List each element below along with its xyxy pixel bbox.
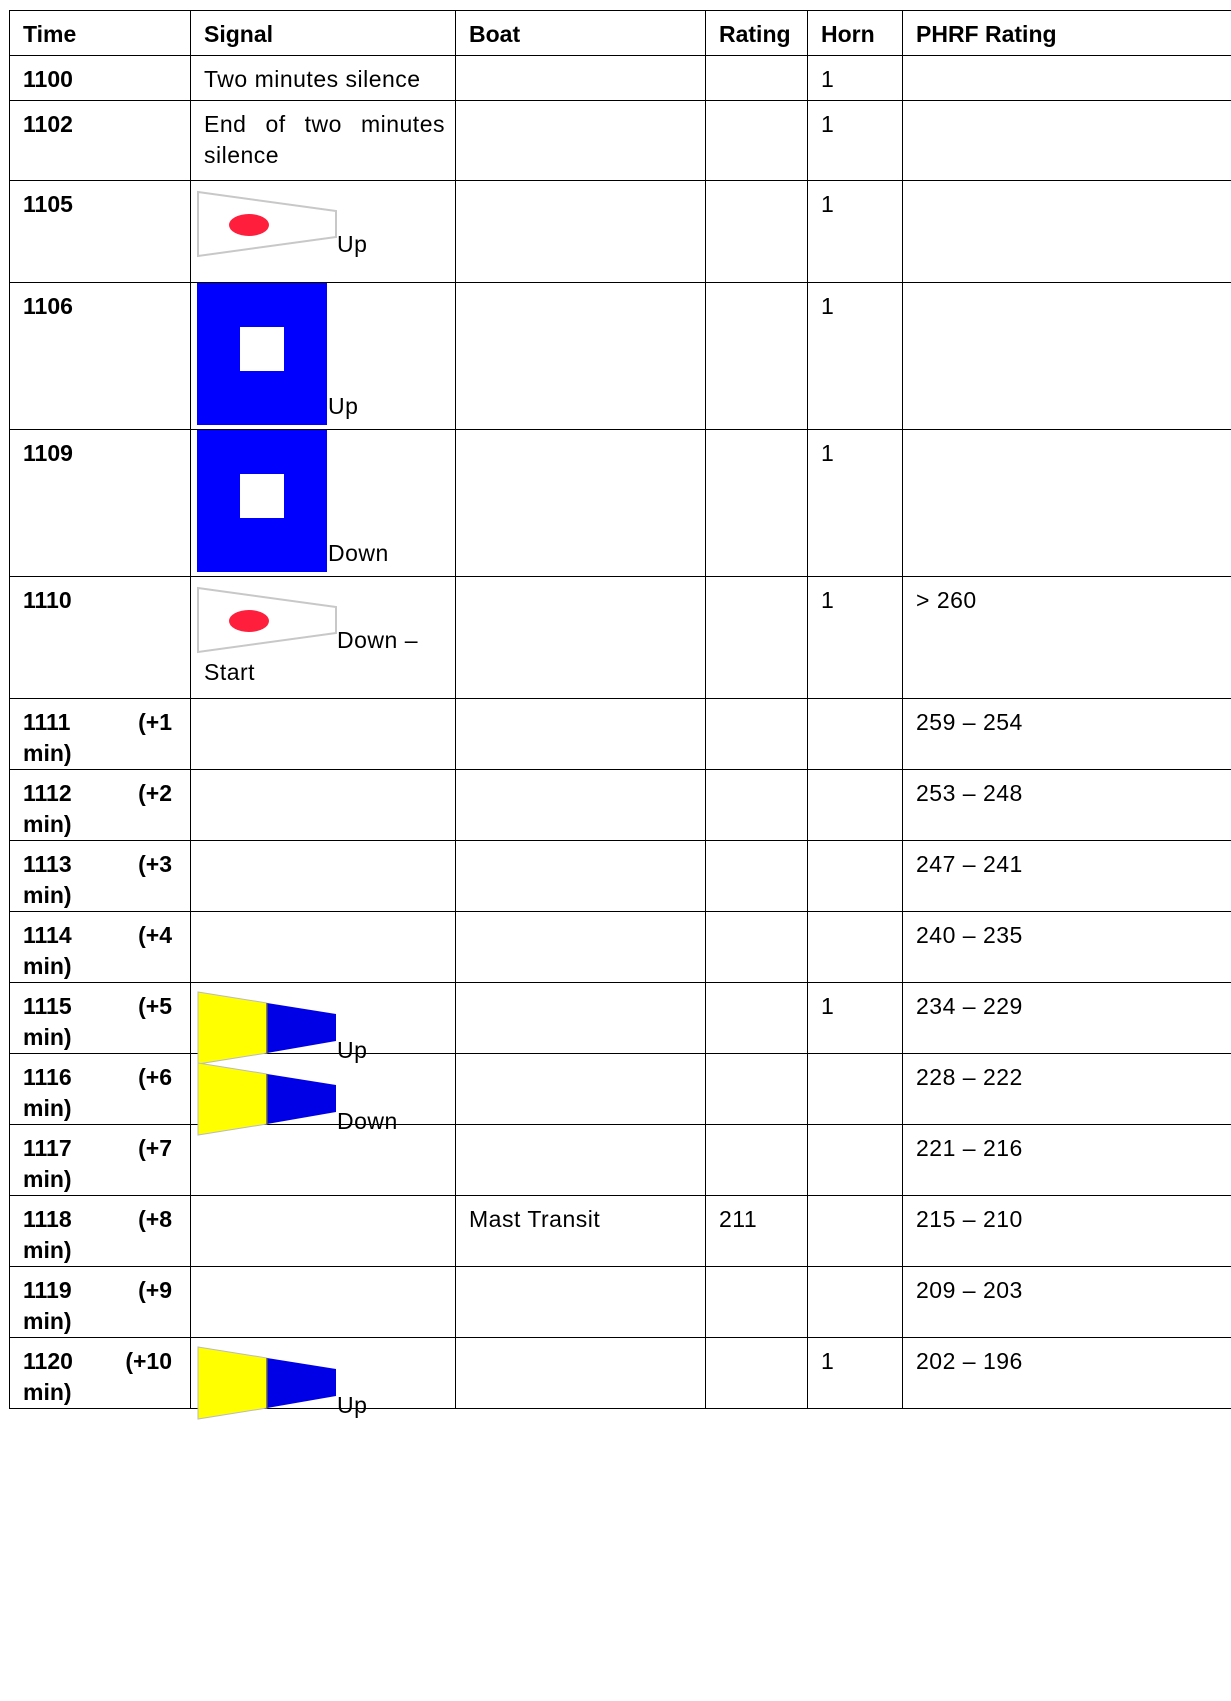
phrf-rating-cell-text xyxy=(903,181,1231,189)
horn-cell-text xyxy=(808,1196,902,1204)
signal-caption: Down xyxy=(337,1108,398,1134)
signal-cell xyxy=(191,181,456,283)
boat-cell-text xyxy=(456,770,705,778)
table-row xyxy=(10,983,1231,1054)
table-row xyxy=(10,577,1231,699)
horn-cell xyxy=(808,101,903,181)
time-cell xyxy=(10,1125,191,1196)
horn-cell xyxy=(808,181,903,283)
phrf-rating-cell xyxy=(903,283,1231,430)
signal-cell xyxy=(191,1054,456,1134)
boat-cell xyxy=(456,101,706,181)
signal-cell xyxy=(191,699,456,770)
time-cell xyxy=(10,912,191,983)
horn-cell-text: 1 xyxy=(821,191,835,217)
horn-cell-text: 1 xyxy=(821,293,835,319)
time-offset-unit: min) xyxy=(23,882,72,908)
time-cell xyxy=(10,770,191,841)
time-cell xyxy=(10,577,191,699)
rating-cell-text xyxy=(706,283,807,291)
signal-cell xyxy=(191,912,456,983)
time-offset: (+3 xyxy=(138,851,172,877)
header-row xyxy=(10,11,1231,56)
time-offset-unit: min) xyxy=(23,1237,72,1263)
horn-cell-text: 1 xyxy=(821,587,835,613)
phrf-rating-cell-text: 209 – 203 xyxy=(916,1277,1023,1303)
horn-cell xyxy=(808,912,903,983)
time-offset: (+2 xyxy=(138,780,172,806)
table-row xyxy=(10,283,1231,430)
horn-cell-text xyxy=(808,1267,902,1275)
table-row xyxy=(10,1054,1231,1125)
rating-cell xyxy=(706,283,808,430)
rating-cell-text xyxy=(706,1054,807,1062)
rating-cell xyxy=(706,699,808,770)
boat-cell-text xyxy=(456,181,705,189)
horn-cell xyxy=(808,1125,903,1196)
time-cell xyxy=(10,283,191,430)
signal-caption: Down xyxy=(328,540,389,566)
boat-cell xyxy=(456,770,706,841)
signal-caption: Down – xyxy=(337,627,418,653)
phrf-rating-cell xyxy=(903,1125,1231,1196)
horn-cell xyxy=(808,1054,903,1125)
time-cell xyxy=(10,430,191,577)
signal-cell xyxy=(191,56,456,101)
pennant-yellow-blue-icon xyxy=(197,1346,337,1420)
boat-cell-text xyxy=(456,1054,705,1062)
phrf-rating-cell-text xyxy=(903,283,1231,291)
boat-cell-text xyxy=(456,983,705,991)
boat-cell xyxy=(456,1267,706,1338)
horn-cell xyxy=(808,283,903,430)
rating-cell xyxy=(706,1125,808,1196)
time-offset: (+8 xyxy=(138,1206,172,1232)
time-cell xyxy=(10,983,191,1054)
boat-cell xyxy=(456,1196,706,1267)
rating-cell-text xyxy=(706,1338,807,1346)
phrf-rating-cell xyxy=(903,101,1231,181)
header-rating: Rating xyxy=(706,11,808,56)
rating-cell xyxy=(706,181,808,283)
time-offset-unit: min) xyxy=(23,1166,72,1192)
horn-cell-text xyxy=(808,699,902,707)
signal-text: End of two minutes silence xyxy=(204,111,445,168)
time-offset: (+1 xyxy=(138,709,172,735)
time-cell xyxy=(10,1338,191,1409)
phrf-rating-cell-text: 240 – 235 xyxy=(916,922,1023,948)
phrf-rating-cell-text: > 260 xyxy=(916,587,977,613)
boat-cell xyxy=(456,912,706,983)
time-cell xyxy=(10,1267,191,1338)
boat-cell xyxy=(456,283,706,430)
horn-cell-text xyxy=(808,1125,902,1133)
rating-cell-text xyxy=(706,430,807,438)
rating-cell-text xyxy=(706,841,807,849)
boat-cell-text xyxy=(456,283,705,291)
horn-cell xyxy=(808,983,903,1054)
time-offset: (+6 xyxy=(138,1064,172,1090)
rating-cell-text xyxy=(706,699,807,707)
time-offset: (+4 xyxy=(138,922,172,948)
boat-cell-text xyxy=(456,841,705,849)
phrf-rating-cell xyxy=(903,699,1231,770)
rating-cell xyxy=(706,577,808,699)
time-value: 1120 xyxy=(23,1348,73,1374)
header-horn: Horn xyxy=(808,11,903,56)
signal-cell xyxy=(191,283,456,430)
horn-cell xyxy=(808,699,903,770)
table-row xyxy=(10,1267,1231,1338)
time-value: 1113 xyxy=(23,851,72,877)
table-row xyxy=(10,1196,1231,1267)
boat-cell-text xyxy=(456,912,705,920)
table-row xyxy=(10,181,1231,283)
time-value: 1110 xyxy=(23,587,72,613)
boat-cell-text xyxy=(456,1125,705,1133)
phrf-rating-cell-text xyxy=(903,56,1231,64)
time-value: 1119 xyxy=(23,1277,72,1303)
horn-cell-text xyxy=(808,912,902,920)
time-value: 1111 xyxy=(23,709,71,735)
time-offset-unit: min) xyxy=(23,1095,72,1121)
table-row xyxy=(10,430,1231,577)
time-cell xyxy=(10,841,191,912)
time-value: 1114 xyxy=(23,922,72,948)
signal-text: Two minutes silence xyxy=(204,66,421,92)
table-row xyxy=(10,699,1231,770)
signal-cell xyxy=(191,577,456,699)
boat-cell xyxy=(456,1338,706,1409)
class-pennant-red-dot-icon xyxy=(197,585,337,655)
time-cell xyxy=(10,1196,191,1267)
boat-cell-text xyxy=(456,101,705,109)
horn-cell-text xyxy=(808,841,902,849)
rating-cell xyxy=(706,841,808,912)
header-signal: Signal xyxy=(191,11,456,56)
phrf-rating-cell-text: 259 – 254 xyxy=(916,709,1023,735)
phrf-rating-cell xyxy=(903,841,1231,912)
rating-cell xyxy=(706,430,808,577)
signal-cell xyxy=(191,770,456,841)
time-offset-unit: min) xyxy=(23,953,72,979)
time-offset-unit: min) xyxy=(23,1308,72,1334)
time-value: 1102 xyxy=(23,111,73,137)
signal-cell xyxy=(191,1196,456,1267)
time-cell xyxy=(10,699,191,770)
boat-cell-text xyxy=(456,56,705,64)
rating-cell-text xyxy=(706,770,807,778)
time-offset: (+5 xyxy=(138,993,172,1019)
phrf-rating-cell-text xyxy=(903,101,1231,109)
time-offset-unit: min) xyxy=(23,811,72,837)
time-cell xyxy=(10,56,191,101)
time-offset-unit: min) xyxy=(23,1024,72,1050)
boat-cell xyxy=(456,841,706,912)
phrf-rating-cell-text: 247 – 241 xyxy=(916,851,1023,877)
signal-caption: Up xyxy=(337,231,368,257)
rating-cell-text xyxy=(706,983,807,991)
boat-cell xyxy=(456,56,706,101)
class-pennant-red-dot-icon xyxy=(197,189,337,259)
table-row xyxy=(10,841,1231,912)
rating-cell xyxy=(706,101,808,181)
horn-cell xyxy=(808,1196,903,1267)
rating-cell xyxy=(706,1196,808,1267)
boat-cell xyxy=(456,1054,706,1125)
signal-cell xyxy=(191,1338,456,1418)
signal-cell xyxy=(191,841,456,912)
horn-cell xyxy=(808,430,903,577)
header-time: Time xyxy=(10,11,191,56)
horn-cell xyxy=(808,770,903,841)
time-offset: (+10 xyxy=(125,1348,172,1374)
horn-cell xyxy=(808,1338,903,1409)
phrf-rating-cell-text: 221 – 216 xyxy=(916,1135,1023,1161)
phrf-rating-cell-text: 234 – 229 xyxy=(916,993,1023,1019)
rating-cell xyxy=(706,56,808,101)
horn-cell xyxy=(808,577,903,699)
time-value: 1105 xyxy=(23,191,73,217)
table-row xyxy=(10,1338,1231,1409)
pennant-yellow-blue-icon xyxy=(197,1062,337,1136)
rating-cell-text xyxy=(706,577,807,585)
table-row xyxy=(10,1125,1231,1196)
phrf-rating-cell xyxy=(903,983,1231,1054)
table-row xyxy=(10,770,1231,841)
boat-cell-text xyxy=(456,577,705,585)
signal-cell xyxy=(191,1267,456,1338)
boat-cell-text xyxy=(456,699,705,707)
phrf-rating-cell xyxy=(903,430,1231,577)
signal-cell xyxy=(191,430,456,577)
time-offset: (+9 xyxy=(138,1277,172,1303)
horn-cell xyxy=(808,841,903,912)
boat-cell xyxy=(456,577,706,699)
boat-cell-text xyxy=(456,430,705,438)
time-offset-unit: min) xyxy=(23,740,72,766)
time-value: 1109 xyxy=(23,440,73,466)
time-value: 1118 xyxy=(23,1206,72,1232)
signal-cell xyxy=(191,101,456,181)
rating-cell xyxy=(706,1267,808,1338)
time-cell xyxy=(10,1054,191,1125)
p-flag-blue-square-icon xyxy=(197,430,327,572)
table-row xyxy=(10,101,1231,181)
time-value: 1117 xyxy=(23,1135,72,1161)
table-row xyxy=(10,56,1231,101)
phrf-rating-cell-text: 202 – 196 xyxy=(916,1348,1023,1374)
signal-caption: Up xyxy=(328,393,359,419)
time-value: 1100 xyxy=(23,66,73,92)
p-flag-blue-square-icon xyxy=(197,283,327,425)
time-offset-unit: min) xyxy=(23,1379,72,1405)
header-phrf-rating: PHRF Rating xyxy=(903,11,1231,56)
signal-caption: Up xyxy=(337,1037,368,1063)
rating-cell-text: 211 xyxy=(719,1206,758,1232)
time-cell xyxy=(10,101,191,181)
phrf-rating-cell-text xyxy=(903,430,1231,438)
phrf-rating-cell xyxy=(903,912,1231,983)
time-value: 1112 xyxy=(23,780,72,806)
time-value: 1115 xyxy=(23,993,72,1019)
boat-cell xyxy=(456,699,706,770)
boat-cell xyxy=(456,430,706,577)
rating-cell-text xyxy=(706,912,807,920)
phrf-rating-cell xyxy=(903,577,1231,699)
phrf-rating-cell xyxy=(903,770,1231,841)
signal-caption: Up xyxy=(337,1392,368,1418)
boat-cell-text xyxy=(456,1267,705,1275)
horn-cell-text: 1 xyxy=(821,66,835,92)
rating-cell xyxy=(706,770,808,841)
time-value: 1106 xyxy=(23,293,73,319)
boat-cell-text xyxy=(456,1338,705,1346)
rating-cell xyxy=(706,1338,808,1409)
rating-cell-text xyxy=(706,56,807,64)
rating-cell-text xyxy=(706,1125,807,1133)
boat-cell-text: Mast Transit xyxy=(469,1206,601,1232)
phrf-rating-cell xyxy=(903,1054,1231,1125)
rating-cell-text xyxy=(706,1267,807,1275)
horn-cell-text: 1 xyxy=(821,993,835,1019)
horn-cell xyxy=(808,1267,903,1338)
rating-cell xyxy=(706,1054,808,1125)
phrf-rating-cell-text: 228 – 222 xyxy=(916,1064,1023,1090)
rating-cell xyxy=(706,912,808,983)
table-row xyxy=(10,912,1231,983)
race-schedule-table xyxy=(9,10,1231,1418)
horn-cell-text xyxy=(808,1054,902,1062)
phrf-rating-cell-text: 215 – 210 xyxy=(916,1206,1023,1232)
phrf-rating-cell xyxy=(903,1338,1231,1409)
horn-cell-text: 1 xyxy=(821,111,835,137)
horn-cell-text: 1 xyxy=(821,1348,835,1374)
signal-caption-line2: Start xyxy=(204,659,256,685)
boat-cell xyxy=(456,1125,706,1196)
header-boat: Boat xyxy=(456,11,706,56)
phrf-rating-cell-text: 253 – 248 xyxy=(916,780,1023,806)
rating-cell-text xyxy=(706,181,807,189)
boat-cell xyxy=(456,983,706,1054)
boat-cell xyxy=(456,181,706,283)
phrf-rating-cell xyxy=(903,181,1231,283)
signal-cell xyxy=(191,983,456,1063)
phrf-rating-cell xyxy=(903,1267,1231,1338)
horn-cell xyxy=(808,56,903,101)
time-cell xyxy=(10,181,191,283)
phrf-rating-cell xyxy=(903,1196,1231,1267)
rating-cell-text xyxy=(706,101,807,109)
rating-cell xyxy=(706,983,808,1054)
time-offset: (+7 xyxy=(138,1135,172,1161)
horn-cell-text: 1 xyxy=(821,440,835,466)
phrf-rating-cell xyxy=(903,56,1231,101)
time-value: 1116 xyxy=(23,1064,72,1090)
horn-cell-text xyxy=(808,770,902,778)
